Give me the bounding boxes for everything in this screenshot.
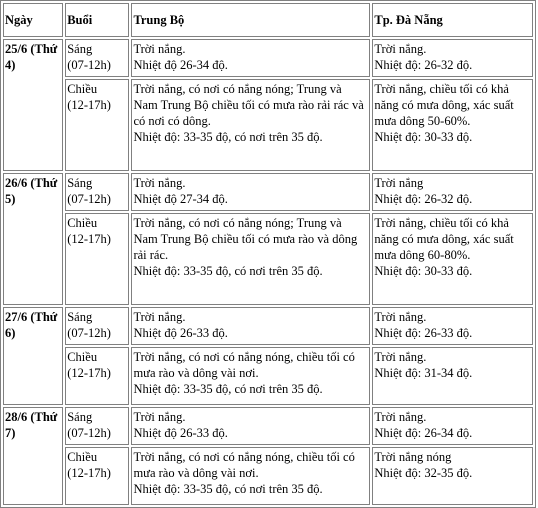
central-forecast-cell bbox=[131, 407, 370, 445]
session-hours: (07-12h) bbox=[67, 426, 111, 440]
danang-forecast-cell bbox=[372, 39, 533, 77]
table-row bbox=[3, 307, 533, 345]
header-central-region: Trung Bộ bbox=[131, 3, 370, 37]
table-row bbox=[3, 39, 533, 77]
table-row bbox=[3, 79, 533, 171]
session-hours: (12-17h) bbox=[67, 366, 111, 380]
session-label: Sáng bbox=[67, 310, 93, 324]
session-label: Sáng bbox=[67, 410, 93, 424]
forecast-temp: Nhiệt độ: 30-33 độ. bbox=[374, 264, 473, 278]
session-hours: (12-17h) bbox=[67, 466, 111, 480]
session-cell bbox=[65, 347, 129, 405]
session-cell bbox=[65, 79, 129, 171]
forecast-text: Trời nắng nóng bbox=[374, 450, 452, 464]
session-cell bbox=[65, 407, 129, 445]
forecast-text: Trời nắng, có nơi có nắng nóng, chiều tối có mưa rào và dông vài nơi. bbox=[133, 350, 355, 380]
session-cell bbox=[65, 39, 129, 77]
table-row bbox=[3, 447, 533, 505]
forecast-text: Trời nắng. bbox=[374, 410, 427, 424]
forecast-temp: Nhiệt độ: 30-33 độ. bbox=[374, 130, 473, 144]
session-label: Chiều bbox=[67, 82, 98, 96]
central-forecast-cell bbox=[131, 79, 370, 171]
session-cell bbox=[65, 307, 129, 345]
forecast-text: Trời nắng, chiều tối có khả năng có mưa dông, xác suất mưa dông 60-80%. bbox=[374, 216, 514, 262]
central-forecast-cell bbox=[131, 213, 370, 305]
forecast-text: Trời nắng, có nơi có nắng nóng; Trung và Nam Trung Bộ chiều tối có mưa rào và dông rải rác. bbox=[133, 216, 358, 262]
forecast-text: Trời nắng bbox=[374, 176, 424, 190]
session-hours: (07-12h) bbox=[67, 192, 111, 206]
forecast-temp: Nhiệt độ: 33-35 độ, có nơi trên 35 độ. bbox=[133, 130, 323, 144]
forecast-text: Trời nắng. bbox=[374, 350, 427, 364]
forecast-text: Trời nắng. bbox=[374, 310, 427, 324]
forecast-temp: Nhiệt độ: 26-34 độ. bbox=[374, 426, 473, 440]
danang-forecast-cell bbox=[372, 213, 533, 305]
danang-forecast-cell bbox=[372, 407, 533, 445]
forecast-text: Trời nắng, có nơi có nắng nóng; Trung và Nam Trung Bộ chiều tối có mưa rào rải rác và có nơi có dông. bbox=[133, 82, 364, 128]
central-forecast-cell bbox=[131, 347, 370, 405]
central-forecast-cell bbox=[131, 173, 370, 211]
danang-forecast-cell bbox=[372, 347, 533, 405]
forecast-temp: Nhiệt độ: 33-35 độ, có nơi trên 35 độ. bbox=[133, 264, 323, 278]
forecast-temp: Nhiệt độ 26-33 độ. bbox=[133, 326, 228, 340]
session-cell bbox=[65, 173, 129, 211]
session-label: Chiều bbox=[67, 216, 98, 230]
forecast-temp: Nhiệt độ: 26-33 độ. bbox=[374, 326, 473, 340]
danang-forecast-cell bbox=[372, 173, 533, 211]
forecast-temp: Nhiệt độ: 26-32 độ. bbox=[374, 192, 473, 206]
header-da-nang: Tp. Đà Nẵng bbox=[372, 3, 533, 37]
forecast-text: Trời nắng. bbox=[133, 410, 186, 424]
central-forecast-cell bbox=[131, 307, 370, 345]
forecast-text: Trời nắng. bbox=[133, 310, 186, 324]
day-cell: 25/6 (Thứ 4) bbox=[3, 39, 63, 171]
session-label: Sáng bbox=[67, 176, 93, 190]
forecast-temp: Nhiệt độ: 31-34 độ. bbox=[374, 366, 473, 380]
session-hours: (12-17h) bbox=[67, 98, 111, 112]
table-row bbox=[3, 173, 533, 211]
table-row bbox=[3, 407, 533, 445]
day-cell: 28/6 (Thứ 7) bbox=[3, 407, 63, 505]
forecast-temp: Nhiệt độ: 33-35 độ, có nơi trên 35 độ. bbox=[133, 382, 323, 396]
forecast-temp: Nhiệt độ 26-33 độ. bbox=[133, 426, 228, 440]
session-hours: (07-12h) bbox=[67, 326, 111, 340]
forecast-temp: Nhiệt độ: 32-35 độ. bbox=[374, 466, 473, 480]
table-row bbox=[3, 213, 533, 305]
forecast-temp: Nhiệt độ: 33-35 độ, có nơi trên 35 độ. bbox=[133, 482, 323, 496]
session-label: Sáng bbox=[67, 42, 93, 56]
forecast-temp: Nhiệt độ 27-34 độ. bbox=[133, 192, 228, 206]
forecast-text: Trời nắng, chiều tối có khả năng có mưa dông, xác suất mưa dông 50-60%. bbox=[374, 82, 514, 128]
forecast-temp: Nhiệt độ: 26-32 độ. bbox=[374, 58, 473, 72]
central-forecast-cell bbox=[131, 447, 370, 505]
header-session: Buổi bbox=[65, 3, 129, 37]
session-cell bbox=[65, 213, 129, 305]
forecast-text: Trời nắng. bbox=[133, 42, 186, 56]
central-forecast-cell bbox=[131, 39, 370, 77]
forecast-text: Trời nắng. bbox=[374, 42, 427, 56]
forecast-text: Trời nắng, có nơi có nắng nóng, chiều tối có mưa rào và dông vài nơi. bbox=[133, 450, 355, 480]
day-cell: 27/6 (Thứ 6) bbox=[3, 307, 63, 405]
forecast-temp: Nhiệt độ 26-34 độ. bbox=[133, 58, 228, 72]
header-row bbox=[3, 3, 533, 37]
session-label: Chiều bbox=[67, 350, 98, 364]
table-row bbox=[3, 347, 533, 405]
session-cell bbox=[65, 447, 129, 505]
session-hours: (07-12h) bbox=[67, 58, 111, 72]
session-label: Chiều bbox=[67, 450, 98, 464]
header-day: Ngày bbox=[3, 3, 63, 37]
danang-forecast-cell bbox=[372, 79, 533, 171]
forecast-text: Trời nắng. bbox=[133, 176, 186, 190]
danang-forecast-cell bbox=[372, 307, 533, 345]
day-cell: 26/6 (Thứ 5) bbox=[3, 173, 63, 305]
danang-forecast-cell bbox=[372, 447, 533, 505]
session-hours: (12-17h) bbox=[67, 232, 111, 246]
